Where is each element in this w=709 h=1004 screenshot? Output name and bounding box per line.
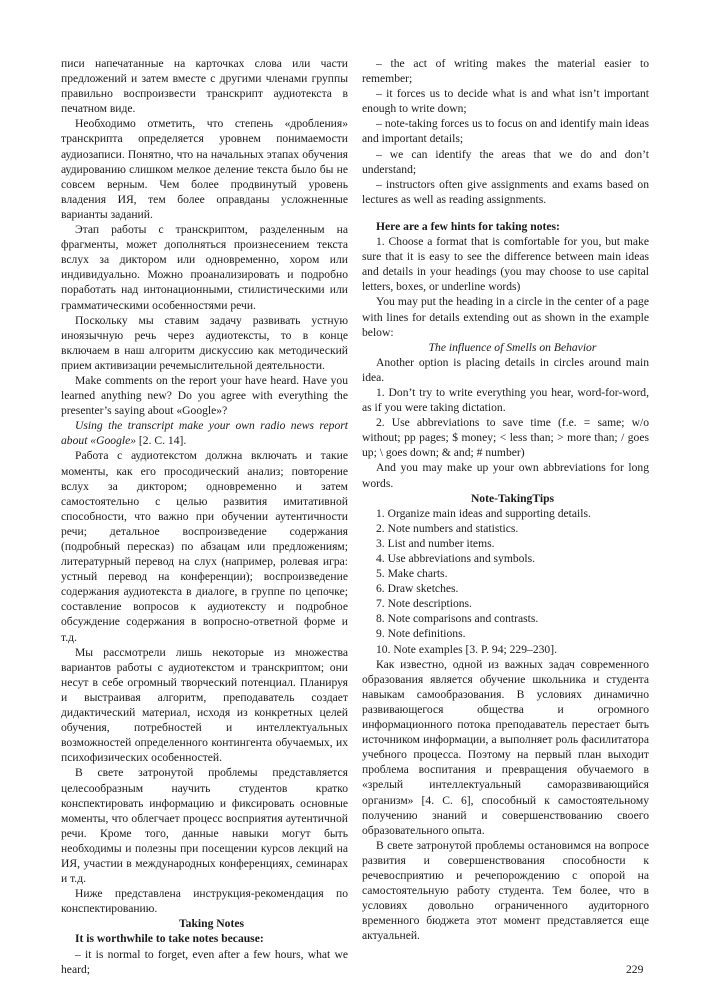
list-item: 4. Use abbreviations and symbols. [376,552,536,565]
bullet-item: – it is normal to forget, even after a few hours, what we heard; [61,947,348,976]
paragraph: Another option is placing details in circles around main idea. [362,355,649,384]
list-item: 10. Note examples [3. P. 94; 229–230]. [376,642,557,656]
list-item: 9. Note definitions. [376,627,466,641]
tips-heading: Note-TakingTips [470,491,555,505]
list-item: 6. Draw sketches. [376,582,459,596]
paragraph: В свете затронутой проблемы представляется целесообразным научить студентов кратко конспектировать информацию и фиксировать основные моменты, что облегчает процесс восприятия аутентичной речи. Кроме того, данные навыки могут быть необходимы и полезны при посещении курсов лекций на ИЯ, участии в международных конференциях, семинарах и т.д. [61,766,348,886]
list-item: 3. List and number items. [376,536,495,550]
list-item: 1. Organize main ideas and supporting details. [376,506,591,520]
left-column [61,56,348,977]
paragraph: Мы рассмотрели лишь некоторые из множества вариантов работы с аудиотекстом и транскриптом; они несут в себе огромный творческий потенциал. Планируя и выстраивая алгоритм, преподаватель создает дидактический материал, исходя из конкретных целей обучения, потребностей и интеллектуальных возможностей определенного контингента обучаемых, их психофизических особенностей. [61,645,348,765]
paragraph: 1. Choose a format that is comfortable for you, but make sure that it is easy to see the difference between main ideas and details in your headings (you may choose to use capital letters, boxes, or underline words) [362,235,649,294]
page-number: 229 [626,963,644,976]
bullet-item: – we can identify the areas that we do and don’t understand; [362,147,649,176]
paragraph: Работа с аудиотекстом должна включать и такие моменты, как его просодический анализ; повторение вслух за диктором; одновременно и затем самостоятельно с целью развития имитативной способности, что важно при обучении аутентичности речи; детальное воспроизведение содержания (подробный пересказ) по абзацам или предложениям; литературный перевод на слух (например, ролевая игра: устный перевод на конференции); воспроизведение содержания аудиотекста в диалоге, в группе по цепочке; составление вопросов к аудиотексту и подробное обсуждение содержания в вопросно-ответной форме и т.д. [61,449,348,644]
paragraph: You may put the heading in a circle in the center of a page with lines for details extending out as shown in the example below: [362,295,649,339]
paragraph: В свете затронутой проблемы остановимся на вопросе развития и совершенствования способности к речевосприятию и речепорождению с опорой на самостоятельную работу студента. Тем более, что в условиях довольно ограниченного аудиторного временного бюджета этот момент представляется еще актуальней. [362,838,649,943]
bullet-item: – it forces us to decide what is and what isn’t important enough to write down; [362,87,649,116]
paragraph: Как известно, одной из важных задач современного образования является обучение школьника и студента навыкам самообразования. В условиях динамично развивающегося общества и огромного информационного потока преподаватель перестает быть источником информации, а выполняет роль фасилитатора учебного процесса. Поэтому на первый план выходит проблема воспитания и превращения обучаемого в «зрелый интеллектуальный саморазвивающийся организм» [4. С. 6], способный к самостоятельному получению знаний и совершенствованию своего образовательного опыта. [362,657,649,837]
subheading: It is worthwhile to take notes because: [75,932,264,946]
list-item: 2. Note numbers and statistics. [376,521,519,535]
paragraph: писи напечатанные на карточках слова или части предложений и затем вместе с другими членами группы правильно воспроизвести транскрипт аудиотекста в печатном виде. [61,57,348,116]
right-column [362,56,649,943]
tips-list [362,506,649,657]
bullet-item: – instructors often give assignments and exams based on lectures as well as reading assignments. [362,177,649,206]
paragraph-reference [61,418,348,448]
citation: [2. C. 14]. [136,434,187,448]
paragraph: Необходимо отметить, что степень «дробления» транскрипта определяется уровнем понимаемости аудиозаписи. Понятно, что на начальных этапах обучения аудированию слишком мелкое деление текста было бы не совсем верным. Чем более продвинутый уровень владения ИЯ, тем более оправданы усложненные варианты заданий. [61,117,348,221]
italic-task: Using the transcript make your own radio news report about «Google» [61,419,348,448]
paragraph: Поскольку мы ставим задачу развивать устную иноязычную речь через аудиотексты, то в конце включаем в наш алгоритм дискуссию как методический прием активизации речемыслительной деятельности. [61,313,348,372]
paragraph: And you may make up your own abbreviations for long words. [362,461,649,490]
example-title: The influence of Smells on Behavior [428,340,597,354]
paragraph: Ниже представлена инструкция-рекомендация по конспектированию. [61,887,348,916]
list-item: 8. Note comparisons and contrasts. [376,612,539,626]
paragraph: Make comments on the report your have heard. Have you learned anything new? Do you agree with everything the presenter’s saying about «Google»? [61,373,348,418]
bullet-item: – note-taking forces us to focus on and identify main ideas and important details; [362,117,649,146]
paragraph: Этап работы с транскриптом, разделенным на фрагменты, может дополняться произнесением текста вслух за диктором или одновременно, хором или индивидуально. Можно проанализировать и подробно поработать над интонационными, стилистическими или грамматическими особенностями речи. [61,223,348,312]
paragraph: 1. Don’t try to write everything you hear, word-for-word, as if you were taking dictation. [362,385,649,415]
paragraph: 2. Use abbreviations to save time (f.e. = same; w/o without; pp pages; $ money; < less than; > more than; / goes up; \ goes down; & and; # number) [362,416,649,460]
section-heading: Taking Notes [179,917,244,931]
hints-heading: Here are a few hints for taking notes: [376,219,560,233]
list-item: 7. Note descriptions. [376,597,472,611]
bullet-item: – the act of writing makes the material easier to remember; [362,57,649,86]
list-item: 5. Make charts. [376,567,448,581]
